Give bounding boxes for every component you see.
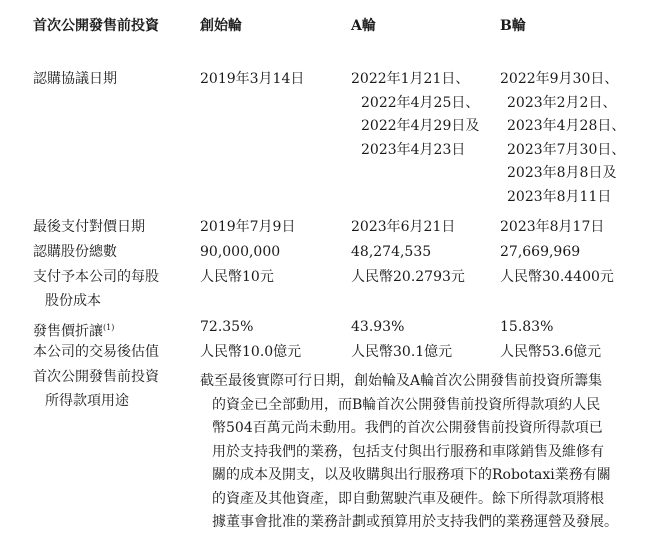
founding-value: 人民幣10.0億元 [200,344,302,360]
date-line: 2022年4月25日、 [361,94,480,111]
date-line: 2023年7月30日、 [507,141,626,158]
series-a-dates [351,68,479,162]
series-a-value: 人民幣20.2793元 [351,269,465,285]
text-line: 的資產及其他資產，即自動駕駛汽車及硬件。餘下所得款項將根 [212,490,604,507]
date-line: 2022年1月21日、 [351,71,470,87]
founding-value: 90,000,000 [200,244,281,260]
header-series-b: B輪 [500,18,526,34]
row-label: 本公司的交易後估值 [33,344,159,360]
date-line: 2023年4月23日 [361,141,466,158]
row-label [33,366,159,413]
date-line: 2023年8月11日 [507,188,612,205]
header-pre-ipo-investment: 首次公開發售前投資 [33,18,159,34]
text-line: 用於支持我們的業務，包括支付與出行服務和車隊銷售及維修有 [212,443,604,460]
text-line: 幣504百萬元尚未動用。我們的首次公開發售前投資所得款項已 [212,420,603,436]
date-line: 2022年4月29日及 [361,118,480,134]
date-line: 2023年2月2日、 [507,94,617,111]
founding-value: 72.35% [200,319,254,335]
row-label: 認購協議日期 [33,71,117,87]
label-text: 發售價折讓 [33,323,103,340]
series-a-value: 2023年6月21日 [351,219,456,235]
label-line: 支付予本公司的每股 [33,269,159,285]
date-line: 2023年8月8日及 [507,165,617,181]
date-line: 2023年4月28日、 [507,118,626,134]
text-line: 的資金已全部動用，而B輪首次公開發售前投資所得款項約人民 [212,396,601,413]
row-label: 最後支付對價日期 [33,219,145,235]
text-line: 截至最後實際可行日期，創始輪及A輪首次公開發售前投資所籌集 [200,373,603,389]
founding-value: 2019年7月9日 [200,219,296,235]
text-line: 關的成本及開支，以及收購與出行服務項下的Robotaxi業務有關 [212,467,611,483]
label-line: 所得款項用途 [45,392,129,409]
label-line: 首次公開發售前投資 [33,369,159,385]
series-b-value: 人民幣30.4400元 [500,269,614,285]
series-a-value: 人民幣30.1億元 [351,344,453,360]
series-a-value: 48,274,535 [351,244,432,260]
series-b-value: 27,669,969 [500,244,581,260]
header-founding-round: 創始輪 [200,18,242,34]
series-b-value: 人民幣53.6億元 [500,344,602,360]
series-a-value: 43.93% [351,319,405,335]
text-line: 據董事會批准的業務計劃或預算用於支持我們的業務運營及發展。 [212,514,618,530]
header-series-a: A輪 [351,18,376,34]
row-label [33,266,159,313]
founding-value: 2019年3月14日 [200,71,305,87]
label-line: 股份成本 [45,292,101,309]
series-b-dates [500,68,625,209]
series-b-value: 2023年8月17日 [500,219,605,235]
date-line: 2022年9月30日、 [500,71,619,87]
footnote-marker: (1) [103,323,115,332]
series-b-value: 15.83% [500,319,554,335]
row-label: 認購股份總數 [33,244,117,260]
founding-value: 人民幣10元 [200,269,274,285]
use-of-proceeds-text [200,370,638,535]
row-label [33,316,114,344]
